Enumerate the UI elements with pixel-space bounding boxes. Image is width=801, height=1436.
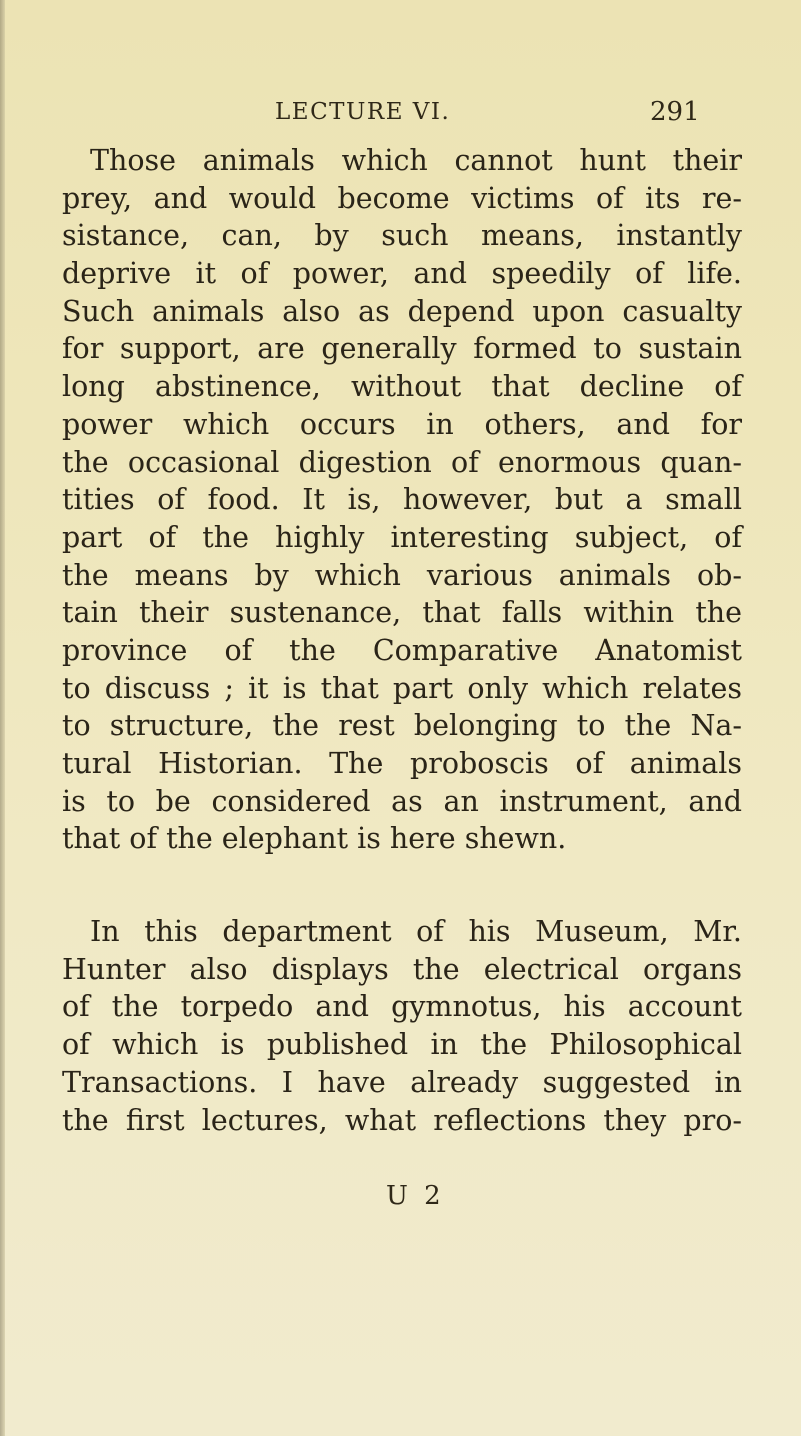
text-line: of the torpedo and gymnotus, his account xyxy=(62,990,742,1024)
text-line: the occasional digestion of enormous quan- xyxy=(62,445,742,479)
text-line: tities of food. It is, however, but a small xyxy=(62,483,742,517)
body-text xyxy=(62,142,742,1139)
paragraph-1 xyxy=(62,142,742,858)
page-edge-shadow xyxy=(0,0,5,1436)
text-line: part of the highly interesting subject, of xyxy=(62,520,742,554)
text-line: is to be considered as an instrument, and xyxy=(62,784,742,818)
page-number: 291 xyxy=(650,97,700,127)
paragraph-2 xyxy=(62,913,742,1139)
text-line: of which is published in the Philosophical xyxy=(62,1028,742,1062)
text-line: tural Historian. The proboscis of animals xyxy=(62,747,742,780)
paragraph-spacer xyxy=(62,858,742,913)
text-line: In this department of his Museum, Mr. xyxy=(90,915,742,949)
text-line: Those animals which cannot hunt their xyxy=(90,144,742,177)
running-head-title: LECTURE VI. xyxy=(275,99,451,125)
text-line: deprive it of power, and speedily of life. xyxy=(62,257,742,291)
text-line: power which occurs in others, and for xyxy=(62,407,742,441)
text-line: sistance, can, by such means, instantly xyxy=(62,219,742,253)
text-line: to structure, the rest belonging to the Na- xyxy=(62,709,742,743)
text-line: for support, are generally formed to sustain xyxy=(62,332,742,366)
text-line: long abstinence, without that decline of xyxy=(62,370,742,404)
text-line: tain their sustenance, that falls within the xyxy=(62,596,742,630)
text-line: province of the Comparative Anatomist xyxy=(62,633,742,667)
signature-mark: U 2 xyxy=(386,1181,445,1211)
text-line: that of the elephant is here shewn. xyxy=(62,822,567,856)
running-head xyxy=(0,92,801,132)
text-line: to discuss ; it is that part only which relates xyxy=(62,671,742,705)
text-line: the first lectures, what reflections they pro- xyxy=(62,1103,742,1137)
text-line: Transactions. I have already suggested in xyxy=(62,1065,742,1099)
text-line: Such animals also as depend upon casualty xyxy=(62,294,742,328)
text-line: the means by which various animals ob- xyxy=(62,558,742,592)
text-line: Hunter also displays the electrical organs xyxy=(62,952,742,986)
text-line: prey, and would become victims of its re- xyxy=(62,181,742,215)
